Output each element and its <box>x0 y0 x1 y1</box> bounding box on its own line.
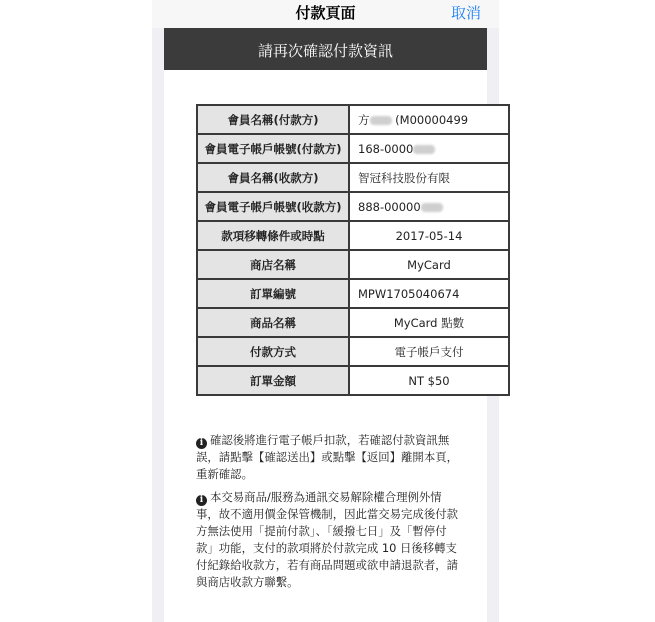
redacted-mark <box>413 145 435 154</box>
table-row <box>197 337 509 366</box>
row-label: 會員名稱(付款方) <box>197 105 349 134</box>
table-row <box>197 192 509 221</box>
navigation-bar <box>152 0 499 28</box>
payee-account-number: 888-00000 <box>358 199 421 214</box>
redacted-mark <box>370 116 392 125</box>
notice-item <box>196 432 458 483</box>
table-row <box>197 221 509 250</box>
payment-info-table <box>196 104 510 396</box>
page-title: 付款頁面 <box>295 4 356 22</box>
table-row <box>197 250 509 279</box>
row-label: 訂單編號 <box>197 279 349 308</box>
table-row <box>197 279 509 308</box>
row-value: MPW1705040674 <box>349 279 509 308</box>
row-value <box>349 192 509 221</box>
payer-name-prefix: 方 <box>358 112 370 127</box>
row-label: 付款方式 <box>197 337 349 366</box>
row-value: NT $50 <box>349 366 509 395</box>
row-value: 電子帳戶支付 <box>349 337 509 366</box>
card-header-title: 請再次確認付款資訊 <box>257 42 393 60</box>
row-value: 智冠科技股份有限 <box>349 163 509 192</box>
table-row <box>197 366 509 395</box>
table-row <box>197 134 509 163</box>
row-value: 2017-05-14 <box>349 221 509 250</box>
payment-confirm-card <box>164 28 487 622</box>
table-row <box>197 105 509 134</box>
row-label: 商品名稱 <box>197 308 349 337</box>
payer-account-number: 168-0000 <box>358 141 414 156</box>
row-label: 會員電子帳戶帳號(付款方) <box>197 134 349 163</box>
row-value <box>349 105 509 134</box>
row-label: 款項移轉條件或時點 <box>197 221 349 250</box>
notice-section <box>196 432 458 597</box>
row-label: 會員名稱(收款方) <box>197 163 349 192</box>
notice-item <box>196 489 458 591</box>
card-header <box>164 28 487 70</box>
info-icon: i <box>196 495 207 506</box>
row-value: MyCard 點數 <box>349 308 509 337</box>
row-label: 訂單金額 <box>197 366 349 395</box>
row-value <box>349 134 509 163</box>
cancel-button[interactable]: 取消 <box>450 4 481 22</box>
notice-text-escrow: 本交易商品/服務為通訊交易解除權合理例外情事，故不適用價金保管機制，因此當交易完成後付款方無法使用「提前付款」、「緩撥七日」及「暫停付款」功能，支付的款項將於付款完成 10 日後移轉支付紀錄給收款方，若有商品問題或欲申請退款者，請與商店收款方聯繫。 <box>196 490 458 589</box>
info-icon: i <box>196 438 207 449</box>
row-label: 會員電子帳戶帳號(收款方) <box>197 192 349 221</box>
row-value: MyCard <box>349 250 509 279</box>
redacted-mark <box>421 203 443 212</box>
table-row <box>197 163 509 192</box>
payment-info-table-container[interactable] <box>196 104 469 416</box>
table-row <box>197 308 509 337</box>
row-label: 商店名稱 <box>197 250 349 279</box>
notice-text-confirm: 確認後將進行電子帳戶扣款，若確認付款資訊無誤，請點擊【確認送出】或點擊【返回】離開本頁，重新確認。 <box>196 433 458 481</box>
phone-screen <box>152 0 499 622</box>
payer-member-id: (M00000499 <box>395 112 469 127</box>
